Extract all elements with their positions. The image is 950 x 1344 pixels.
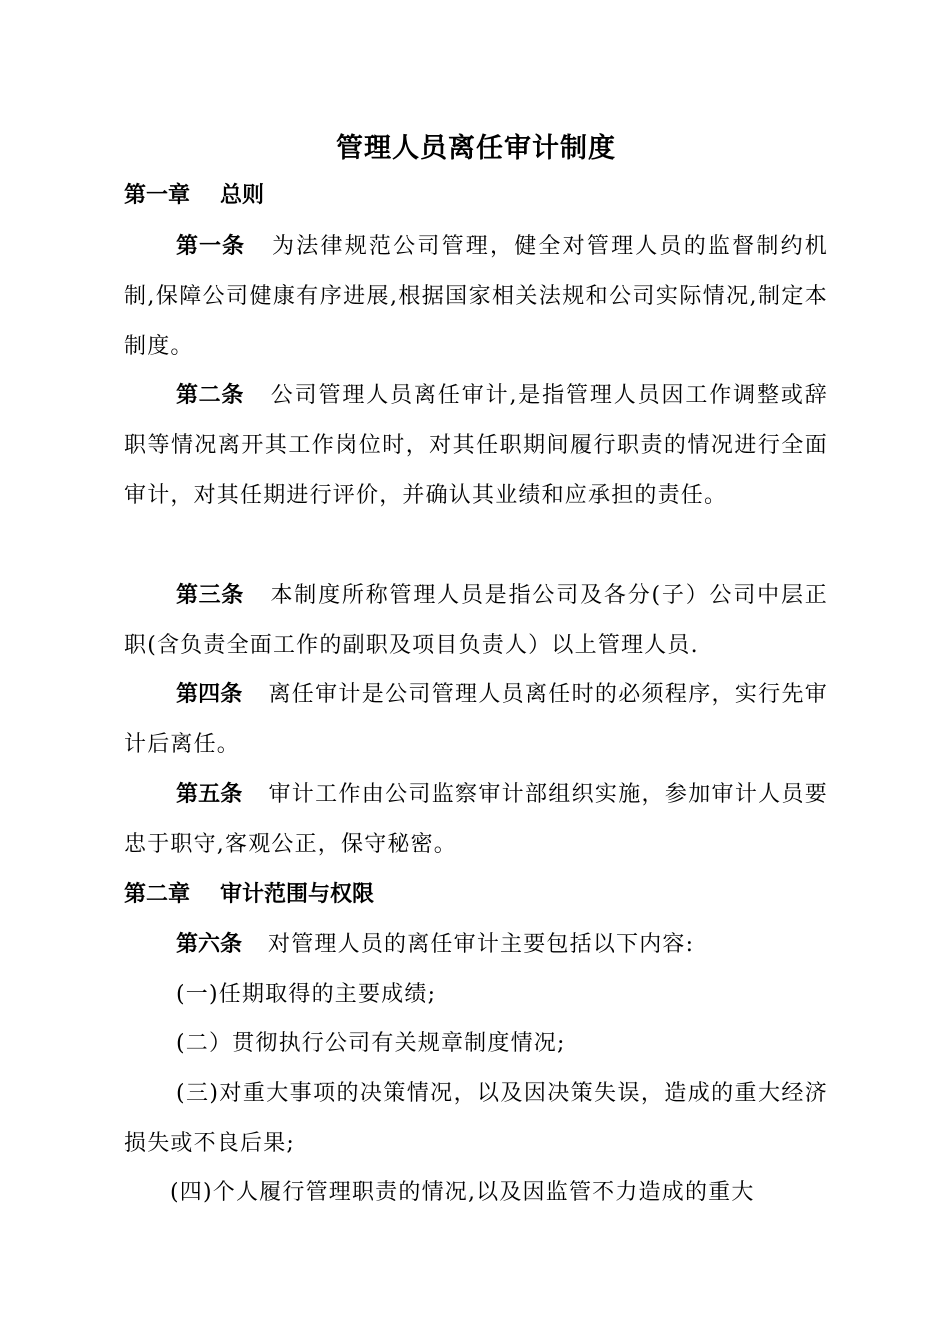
article-text: 本制度所称管理人员是指公司及各分(子）公司中层正职(含负责全面工作的副职及项目负责人）以上管理人员. bbox=[124, 583, 828, 658]
article-text: 对管理人员的离任审计主要包括以下内容: bbox=[268, 932, 695, 957]
article-text: 公司管理人员离任审计,是指管理人员因工作调整或辞职等情况离开其工作岗位时，对其任职期间履行职责的情况进行全面审计，对其任期进行评价，并确认其业绩和应承担的责任。 bbox=[124, 383, 828, 508]
list-item-1: (一)任期取得的主要成绩; bbox=[176, 982, 437, 1007]
chapter-heading-1 bbox=[124, 181, 264, 211]
article-label: 第五条 bbox=[176, 782, 243, 807]
article-text: 审计工作由公司监察审计部组织实施，参加审计人员要忠于职守,客观公正，保守秘密。 bbox=[124, 782, 828, 857]
list-item-2: (二）贯彻执行公司有关规章制度情况; bbox=[176, 1031, 566, 1056]
article-label: 第六条 bbox=[176, 932, 243, 957]
article-label: 第四条 bbox=[176, 682, 243, 707]
chapter-number: 第二章 bbox=[124, 882, 191, 907]
article-label: 第一条 bbox=[176, 234, 246, 259]
article-3 bbox=[124, 571, 828, 671]
document-title: 管理人员离任审计制度 bbox=[336, 133, 616, 164]
article-label: 第二条 bbox=[176, 383, 245, 408]
article-1 bbox=[124, 222, 828, 372]
article-4 bbox=[124, 670, 828, 770]
chapter-name: 审计范围与权限 bbox=[220, 882, 375, 907]
article-text: 为法律规范公司管理，健全对管理人员的监督制约机制,保障公司健康有序进展,根据国家相关法规和公司实际情况,制定本制度。 bbox=[124, 234, 828, 359]
article-6 bbox=[124, 920, 828, 970]
article-text: 离任审计是公司管理人员离任时的必须程序，实行先审计后离任。 bbox=[124, 682, 828, 757]
article-label: 第三条 bbox=[176, 583, 244, 608]
list-item-3: (三)对重大事项的决策情况，以及因决策失误，造成的重大经济损失或不良后果; bbox=[124, 1081, 828, 1156]
chapter-name: 总则 bbox=[220, 183, 265, 208]
article-2 bbox=[124, 371, 828, 521]
chapter-number: 第一章 bbox=[124, 183, 191, 208]
list-item-4: (四)个人履行管理职责的情况,以及因监管不力造成的重大 bbox=[170, 1180, 755, 1205]
chapter-heading-2 bbox=[124, 880, 374, 910]
article-5 bbox=[124, 770, 828, 870]
